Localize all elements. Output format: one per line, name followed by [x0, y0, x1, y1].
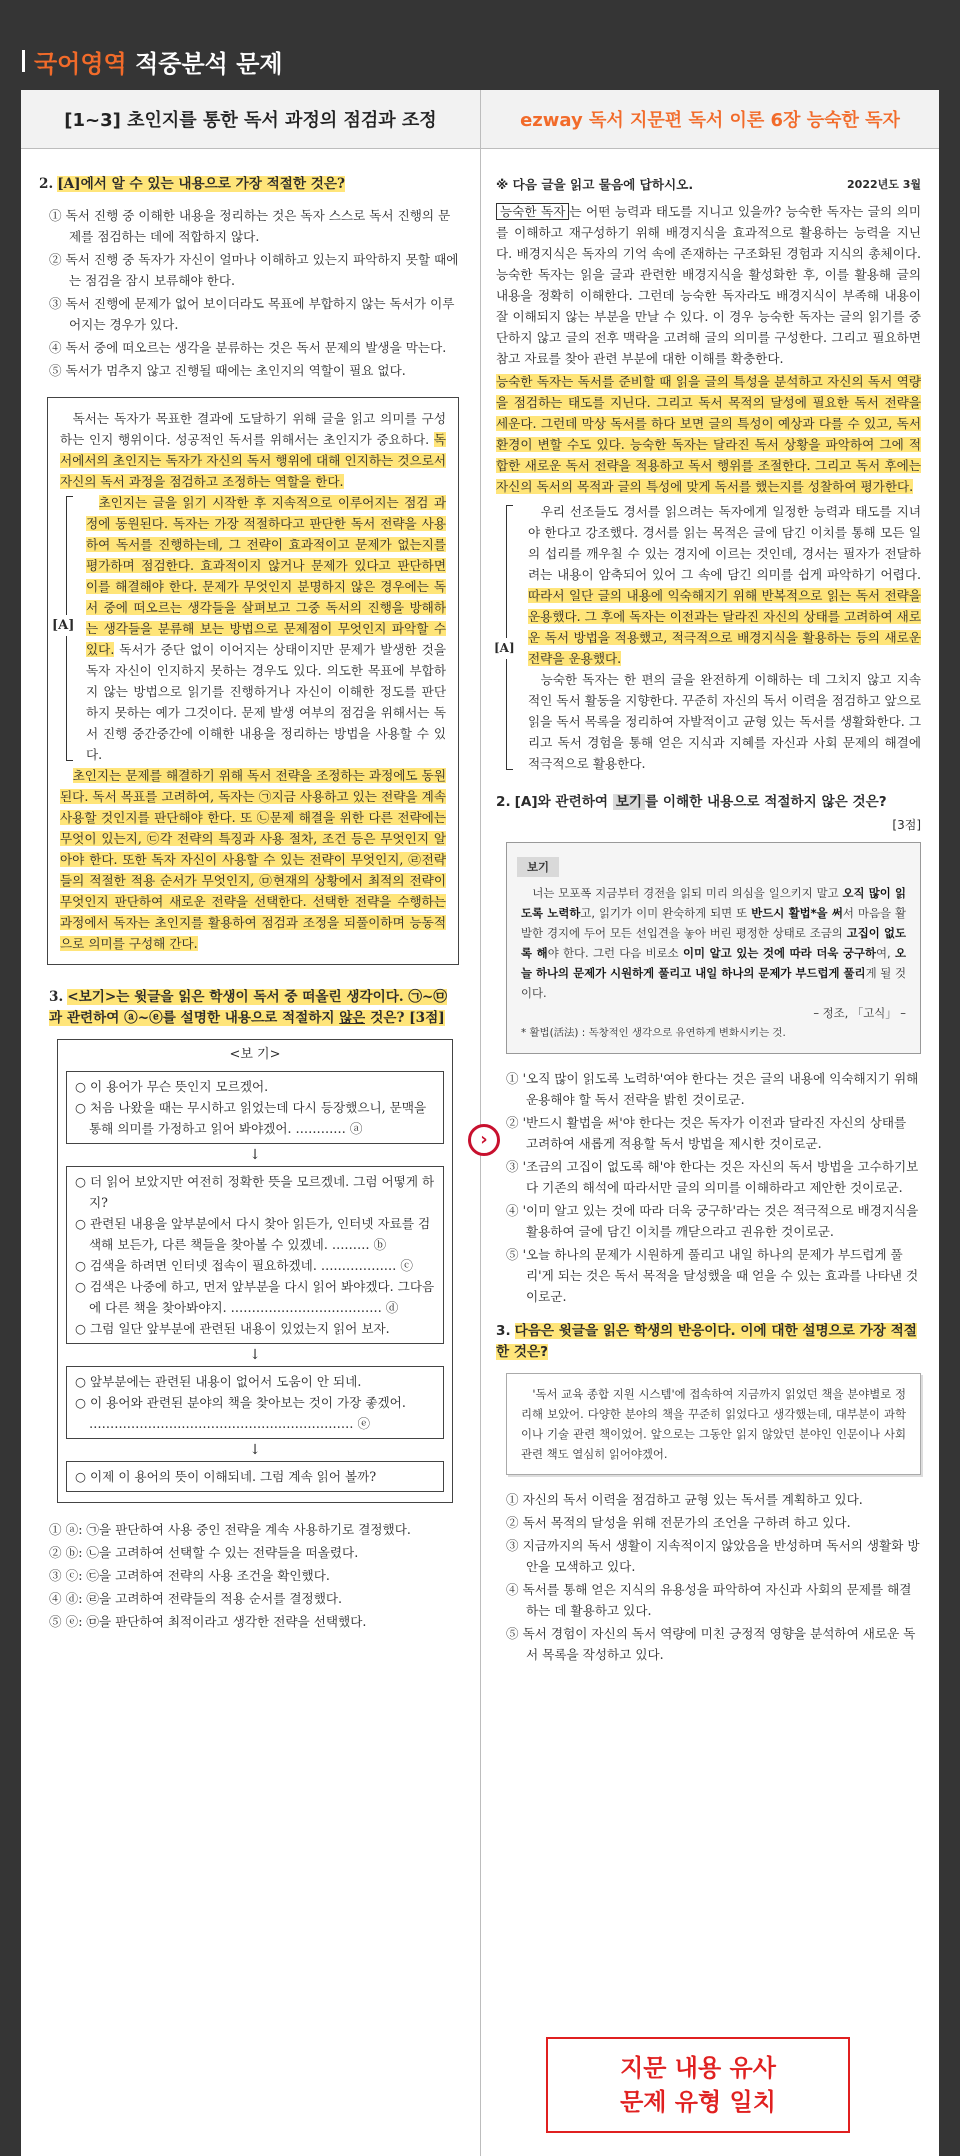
callout-line-2: 문제 유형 일치 — [620, 2088, 776, 2116]
question-3-title: 3. <보기>는 윗글을 읽은 학생이 독서 중 떠올린 생각이다. ㉠~㉤과 관련하여 ⓐ~ⓔ를 설명한 내용으로 적절하지 않은 것은? [3점] — [49, 989, 447, 1026]
left-column-header: [1~3] 초인지를 통한 독서 과정의 점검과 조정 — [21, 90, 480, 149]
arrow-down-icon: ↓ — [249, 1347, 261, 1363]
bogi-step — [66, 1071, 444, 1144]
comparison-panel — [21, 90, 939, 2156]
bogi-line: ○ 관련된 내용을 앞부분에서 다시 찾아 읽든가, 인터넷 자료를 검색해 보든가, 다른 책들을 찾아볼 수 있겠네. ……… ⓑ — [75, 1216, 431, 1252]
choice-item[interactable]: ② '반드시 활법을 써'야 한다는 것은 독자가 이전과 달라진 자신의 상태를 고려하여 새롭게 적용할 독서 방법을 제시한 것이로군. — [506, 1115, 907, 1151]
choice-item[interactable]: ② 독서 진행 중 독자가 자신이 얼마나 이해하고 있는지 파악하지 못할 때에는 점검을 잠시 보류해야 한다. — [49, 252, 459, 288]
choice-item[interactable]: ③ '조금의 고집이 없도록 해'야 한다는 것은 자신의 독서 방법을 고수하기보다 기존의 해석에 따라서만 글의 의미를 이해하라고 제안한 것이로군. — [506, 1159, 919, 1195]
bogi-line: ○ 이 용어와 관련된 분야의 책을 찾아보는 것이 가장 좋겠어. ……………………………………………………… ⓔ — [75, 1395, 406, 1431]
question-2-choices — [506, 1068, 921, 1307]
bogi-step — [66, 1461, 444, 1492]
choice-item[interactable]: ④ ⓓ: ㉣을 고려하여 전략들의 적용 순서를 결정했다. — [49, 1591, 343, 1606]
bogi-tag: 보기 — [517, 857, 559, 877]
textbook-column — [496, 174, 921, 1667]
points-label: [3점] — [892, 818, 921, 832]
bogi-footnote: * 활법(活法) : 독창적인 생각으로 유연하게 변화시키는 것. — [521, 1027, 786, 1039]
choice-item[interactable]: ⑤ ⓔ: ㉤을 판단하여 최적이라고 생각한 전략을 선택했다. — [49, 1614, 367, 1629]
passage-section-a — [52, 492, 446, 765]
passage-paragraph: 초인지는 문제를 해결하기 위해 독서 전략을 조정하는 과정에도 동원된다. 독서 목표를 고려하여, 독자는 ㉠지금 사용하고 있는 전략을 계속 사용할 것인지를 판단해야 한다. 또 ㉡문제 해결을 위한 다른 전략에는 무엇이 있는지, ㉢각 전략의 특징과 사용 절차, 조건 등은 무엇인지 알아야 한다. 또한 독자 자신이 사용할 수 있는 전략이 무엇인지, ㉣전략들의 적절한 적용 순서가 무엇인지, ㉤현재의 상황에서 최적의 전략이 무엇인지 판단하여 새로운 전략을 선택한다. 선택한 전략을 수행하는 과정에서 독자는 초인지를 활용하여 점검과 조정을 되풀이하며 능동적으로 의미를 구성해 간다. — [60, 768, 446, 951]
passage-paragraph: 초인지는 글을 읽기 시작한 후 지속적으로 이루어지는 점검 과정에 동원된다. 독자는 가장 적절하다고 판단한 독서 전략을 사용하여 독서를 진행하는데, 그 전략이 효과적이고 문제가 없는지를 평가하며 점검한다. 효과적이지 않거나 문제가 있다고 판단하면 이를 해결해야 한다. 문제가 무엇인지 분명하지 않은 경우에는 독서 중에 떠오르는 생각들을 살펴보고 그중 독서의 진행을 방해하는 생각들을 분류해 보는 방법으로 문제점이 무엇인지 파악할 수 있다. 독서가 중단 없이 이어지는 상태이지만 문제가 발생한 것을 독자 자신이 인지하지 못하는 경우도 있다. 의도한 목표에 부합하지 않는 방법으로 읽기를 진행하거나 자신이 이해한 정도를 판단하지 못하는 예가 그것이다. 문제 발생 여부의 점검을 위해서는 독서 진행 중간중간에 이해한 내용을 정리하는 방법을 사용할 수 있다. — [86, 495, 446, 762]
question-2-title: 2. [A]에서 알 수 있는 내용으로 가장 적절한 것은? — [39, 176, 345, 192]
bogi-step — [66, 1366, 444, 1439]
bogi-line: ○ 이제 이 용어의 뜻이 이해되네. 그럼 계속 읽어 볼까? — [75, 1469, 377, 1484]
bogi-box — [506, 842, 921, 1054]
choice-item[interactable]: ① ⓐ: ㉠을 판단하여 사용 중인 전략을 계속 사용하기로 결정했다. — [49, 1522, 411, 1537]
exam-year: 2022년도 3월 — [847, 178, 921, 191]
choice-item[interactable]: ② ⓑ: ㉡을 고려하여 선택할 수 있는 전략들을 떠올렸다. — [49, 1545, 359, 1560]
page-header — [0, 0, 960, 88]
question-3-choices — [49, 1519, 459, 1632]
choice-item[interactable]: ① 자신의 독서 이력을 점검하고 균형 있는 독서를 계획하고 있다. — [506, 1492, 863, 1507]
passage-paragraph: 능숙한 독자는 한 편의 글을 완전하게 이해하는 데 그치지 않고 지속적인 독서 활동을 지향한다. 꾸준히 자신의 독서 이력을 점검하고 앞으로 읽을 독서 목록을 정리하여 자발적이고 균형 있는 독서를 생활화한다. 그리고 독서 경험을 통해 얻은 지식과 지혜를 자신과 사회 문제의 해결에 적극적으로 활용한다. — [528, 672, 921, 771]
page-title — [34, 44, 283, 79]
keyword-box: 능숙한 독자 — [496, 203, 569, 220]
header-accent-bar — [22, 50, 25, 72]
bogi-box — [57, 1039, 453, 1503]
bogi-line: ○ 검색을 하려면 인터넷 접속이 필요하겠네. ……………… ⓒ — [75, 1258, 413, 1273]
passage-paragraph: 독서는 독자가 목표한 결과에 도달하기 위해 글을 읽고 의미를 구성하는 인지 행위이다. 성공적인 독서를 위해서는 초인지가 중요하다. 독서에서의 초인지는 독자가 자신의 독서 행위에 대해 인지하는 것으로서 자신의 독서 과정을 점검하고 조정하는 역할을 한다. — [60, 411, 446, 489]
bogi-line: ○ 검색은 나중에 하고, 먼저 앞부분을 다시 읽어 봐야겠다. 그다음에 다른 책을 찾아봐야지. ……………………………… ⓓ — [75, 1279, 435, 1315]
exam-question-column — [39, 174, 459, 1634]
section-a-label: [A] — [494, 638, 515, 659]
bogi-line: ○ 앞부분에는 관련된 내용이 없어서 도움이 안 되네. — [75, 1374, 362, 1389]
choice-item[interactable]: ④ 독서를 통해 얻은 지식의 유용성을 파악하여 자신과 사회의 문제를 해결하는 데 활용하고 있다. — [506, 1582, 912, 1618]
choice-item[interactable]: ⑤ 독서 경험이 자신의 독서 역량에 미친 긍정적 영향을 분석하여 새로운 독서 목록을 작성하고 있다. — [506, 1626, 916, 1662]
column-divider — [480, 90, 481, 2156]
choice-item[interactable]: ① '오직 많이 읽도록 노력하'여야 한다는 것은 글의 내용에 익숙해지기 위해 운용해야 할 독서 전략을 밝힌 것이로군. — [506, 1071, 919, 1107]
choice-item[interactable]: ③ 독서 진행에 문제가 없어 보이더라도 목표에 부합하지 않는 독서가 이루어지는 경우가 있다. — [49, 296, 455, 332]
section-a-label: [A] — [52, 615, 74, 636]
bogi-line: ○ 이 용어가 무슨 뜻인지 모르겠어. — [75, 1079, 269, 1094]
match-callout — [546, 2037, 850, 2133]
callout-line-1: 지문 내용 유사 — [620, 2054, 776, 2082]
passage-paragraph: 능숙한 독자는 독서를 준비할 때 읽을 글의 특성을 분석하고 자신의 독서 역량을 점검하는 태도를 지닌다. 그리고 독서 목적의 달성에 필요한 독서 전략을 세운다. 그런데 막상 독서를 하다 보면 글의 특성이 예상과 다를 수 있고, 독서 환경이 변할 수도 있다. 능숙한 독자는 달라진 독서 상황을 파악하여 그에 적합한 새로운 독서 전략을 적용하고 독서 행위를 조절한다. 그리고 독서 후에는 자신의 독서의 목적과 글의 특성에 맞게 독서를 했는지를 성찰하여 평가한다. — [496, 374, 921, 494]
bogi-line: ○ 그럼 일단 앞부분에 관련된 내용이 있었는지 읽어 보자. — [75, 1321, 390, 1336]
page-title-text: 적중분석 문제 — [126, 50, 283, 78]
bogi-line: ○ 처음 나왔을 때는 무시하고 읽었는데 다시 등장했으니, 문맥을 통해 의미를 가정하고 읽어 봐야겠어. ………… ⓐ — [75, 1100, 427, 1136]
bogi-source: – 정조, 「고식」 – — [813, 1006, 906, 1020]
choice-item[interactable]: ⑤ '오늘 하나의 문제가 시원하게 풀리고 내일 하나의 문제가 부드럽게 풀리'게 되는 것은 독서 목적을 달성했을 때 얻을 수 있는 효과를 나타낸 것이로군. — [506, 1247, 919, 1304]
page-title-accent: 국어영역 — [34, 50, 127, 78]
instruction-line: ※ 다음 글을 읽고 물음에 답하시오. 2022년도 3월 — [496, 174, 921, 195]
arrow-down-icon: ↓ — [249, 1147, 261, 1163]
choice-item[interactable]: ④ 독서 중에 떠오르는 생각을 분류하는 것은 독서 문제의 발생을 막는다. — [49, 340, 447, 355]
chevron-right-circle-icon: › — [468, 1124, 500, 1156]
choice-item[interactable]: ① 독서 진행 중 이해한 내용을 정리하는 것은 독자 스스로 독서 진행의 문제를 점검하는 데에 적합하지 않다. — [49, 208, 451, 244]
right-column-header: ezway 독서 지문편 독서 이론 6장 능숙한 독자 — [481, 90, 939, 149]
question-3-title: 3. 다음은 윗글을 읽은 학생의 반응이다. 이에 대한 설명으로 가장 적절한 것은? — [496, 1323, 917, 1360]
bogi-text: 너는 모포폭 지금부터 경전을 읽되 미리 의심을 일으키지 말고 오직 많이 읽도록 노력하고, 읽기가 이미 완숙하게 되면 또 반드시 활법*을 써서 마음을 활발한 경지에 두어 모든 선입견을 놓아 버린 평정한 상태로 조금의 고집이 없도록 해야 한다. 그런 다음 비로소 이미 알고 있는 것에 따라 더욱 궁구하여, 오늘 하나의 문제가 시원하게 풀리고 내일 하나의 문제가 부드럽게 풀리게 될 것이다. — [521, 886, 907, 1000]
bogi-line: ○ 더 읽어 보았지만 여전히 정확한 뜻을 모르겠네. 그럼 어떻게 하지? — [75, 1174, 435, 1210]
question-2-title: 2. [A]와 관련하여 보기 를 이해한 내용으로 적절하지 않은 것은? — [496, 794, 887, 810]
choice-item[interactable]: ④ '이미 알고 있는 것에 따라 더욱 궁구하'라는 것은 적극적으로 배경지식을 활용하여 글에 담긴 이치를 깨닫으라고 권유한 것이로군. — [506, 1203, 919, 1239]
bogi-title: <보 기> — [229, 1047, 281, 1062]
arrow-down-icon: ↓ — [249, 1442, 261, 1458]
choice-item[interactable]: ③ 지금까지의 독서 생활이 지속적이지 않았음을 반성하며 독서의 생활화 방안을 모색하고 있다. — [506, 1538, 920, 1574]
passage-section-a — [494, 501, 921, 774]
reading-passage — [47, 397, 459, 965]
choice-item[interactable]: ⑤ 독서가 멈추지 않고 진행될 때에는 초인지의 역할이 필요 없다. — [49, 363, 406, 378]
question-2-choices — [49, 205, 459, 381]
student-response-text: '독서 교육 종합 지원 시스템'에 접속하여 지금까지 읽었던 책을 분야별로 정리해 보았어. 다양한 분야의 책을 꾸준히 읽었다고 생각했는데, 대부분이 과학이나 기술 관련 책이었어. 앞으로는 그동안 읽지 않았던 분야인 인문이나 사회 관련 책도 열심히 읽어야겠어. — [521, 1387, 906, 1461]
choice-item[interactable]: ③ ⓒ: ㉢을 고려하여 전략의 사용 조건을 확인했다. — [49, 1568, 330, 1583]
passage-paragraph: 우리 선조들도 경서를 읽으려는 독자에게 일정한 능력과 태도를 지녀야 한다고 강조했다. 경서를 읽는 목적은 글에 담긴 이치를 통해 모든 일의 섭리를 깨우칠 수 있는 경지에 이르는 것인데, 경서는 필자가 전달하려는 내용이 암축되어 있어 그 속에 담긴 의미를 쉽게 파악하기 어렵다. 따라서 일단 글의 내용에 익숙해지기 위해 반복적으로 읽는 독서 전략을 운용했다. 그 후에 독자는 이전과는 달라진 자신의 상태를 고려하여 새로운 독서 방법을 적용했고, 적극적으로 배경지식을 활용하는 등의 새로운 전략을 운용했다. — [528, 504, 921, 666]
bogi-step — [66, 1166, 444, 1344]
question-3-choices — [506, 1489, 921, 1665]
passage-paragraph: 능숙한 독자 는 어떤 능력과 태도를 지니고 있을까? 능숙한 독자는 글의 의미를 이해하고 재구성하기 위해 배경지식을 효과적으로 활용하는 능력을 지닌다. 배경지식은 독자의 기억 속에 존재하는 구조화된 경험과 지식의 총체이다. 능숙한 독자는 읽을 글과 관련한 배경지식을 활성화한 후, 이를 활용해 글의 내용을 정확히 이해한다. 그런데 능숙한 독자라도 배경지식이 부족해 내용이 잘 이해되지 않는 부분을 만날 수 있다. 이 경우 능숙한 독자는 글의 읽기를 중단하지 않고 글의 전후 맥락을 고려해 글의 의미를 구성한다. 그리고 필요하면 참고 자료를 찾아 관련 부분에 대한 이해를 확충한다. — [496, 204, 921, 366]
student-response-box — [506, 1373, 921, 1475]
choice-item[interactable]: ② 독서 목적의 달성을 위해 전문가의 조언을 구하려 하고 있다. — [506, 1515, 851, 1530]
